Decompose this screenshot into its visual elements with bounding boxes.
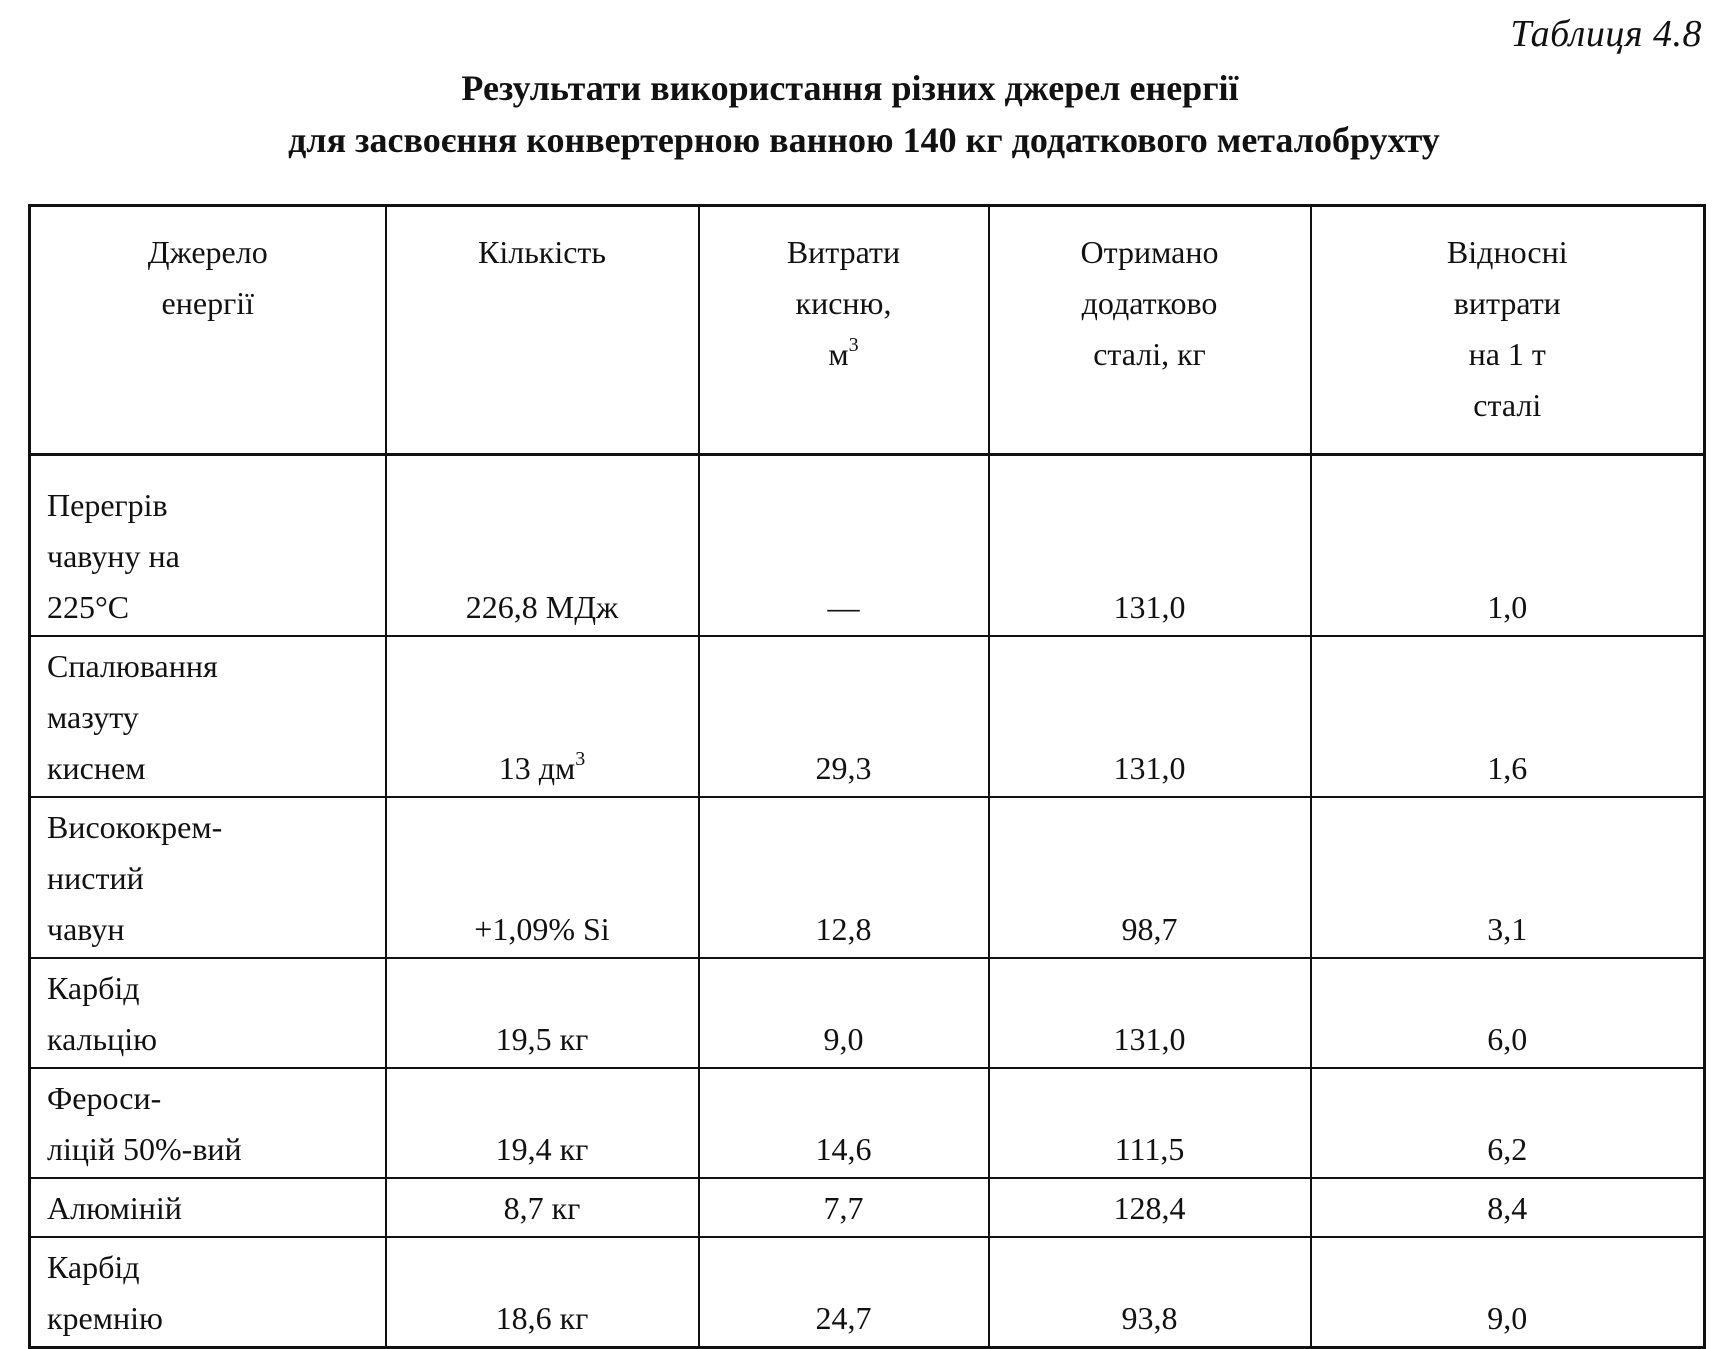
cell-oxygen: 7,7: [699, 1178, 989, 1237]
cell-source: Фероси- ліцій 50%-вий: [30, 1068, 386, 1178]
cell-amount: 19,4 кг: [386, 1068, 699, 1178]
cell-relative: 1,0: [1311, 455, 1705, 637]
cell-oxygen: 14,6: [699, 1068, 989, 1178]
table-row: [30, 636, 1705, 797]
cell-source: Перегрів чавуну на 225°С: [30, 455, 386, 637]
table-row: [30, 455, 1705, 637]
cell-steel: 93,8: [989, 1237, 1311, 1348]
header-energy-source: Джерело енергії: [30, 206, 386, 455]
cell-amount: 19,5 кг: [386, 958, 699, 1068]
cell-amount-text: 13 дм: [498, 750, 576, 786]
cell-steel: 128,4: [989, 1178, 1311, 1237]
header-amount: Кількість: [386, 206, 699, 455]
cell-steel: 111,5: [989, 1068, 1311, 1178]
cell-steel: 98,7: [989, 797, 1311, 958]
cell-amount: 8,7 кг: [386, 1178, 699, 1237]
cell-relative: 3,1: [1311, 797, 1705, 958]
cell-source: Спалювання мазуту киснем: [30, 636, 386, 797]
cell-relative: 1,6: [1311, 636, 1705, 797]
cell-steel: 131,0: [989, 636, 1311, 797]
energy-sources-table: [28, 204, 1706, 1349]
cell-steel: 131,0: [989, 455, 1311, 637]
table-row: [30, 1068, 1705, 1178]
table-row: [30, 958, 1705, 1068]
header-relative-consumption: Відносні витрати на 1 т сталі: [1311, 206, 1705, 455]
table-row: [30, 1237, 1705, 1348]
header-oxygen-consumption: [699, 206, 989, 455]
cell-oxygen: 24,7: [699, 1237, 989, 1348]
cell-amount: 226,8 МДж: [386, 455, 699, 637]
header-additional-steel: Отримано додатково сталі, кг: [989, 206, 1311, 455]
cell-oxygen: 9,0: [699, 958, 989, 1068]
table-number: Таблиця 4.8: [1510, 13, 1702, 55]
cell-source: Карбід кальцію: [30, 958, 386, 1068]
cell-relative: 9,0: [1311, 1237, 1705, 1348]
table-row: [30, 797, 1705, 958]
cell-amount: +1,09% Si: [386, 797, 699, 958]
cell-amount: [386, 636, 699, 797]
cell-oxygen: 29,3: [699, 636, 989, 797]
cell-amount: 18,6 кг: [386, 1237, 699, 1348]
table-title-line-2: для засвоєння конвертерною ванною 140 кг додаткового металобрухту: [288, 120, 1440, 160]
cell-source: Карбід кремнію: [30, 1237, 386, 1348]
cell-relative: 8,4: [1311, 1178, 1705, 1237]
table-row: [30, 1178, 1705, 1237]
table-header-row: [30, 206, 1705, 455]
header-oxygen-exponent: 3: [848, 334, 859, 356]
cell-oxygen: —: [699, 455, 989, 637]
cell-source: Висококрем- нистий чавун: [30, 797, 386, 958]
cell-steel: 131,0: [989, 958, 1311, 1068]
table-title-line-1: Результати використання різних джерел енергії: [461, 68, 1239, 108]
cell-relative: 6,0: [1311, 958, 1705, 1068]
header-oxygen-text: Витрати кисню, м: [786, 234, 901, 372]
cell-amount-exponent: 3: [575, 748, 586, 770]
cell-oxygen: 12,8: [699, 797, 989, 958]
cell-source: Алюміній: [30, 1178, 386, 1237]
cell-relative: 6,2: [1311, 1068, 1705, 1178]
